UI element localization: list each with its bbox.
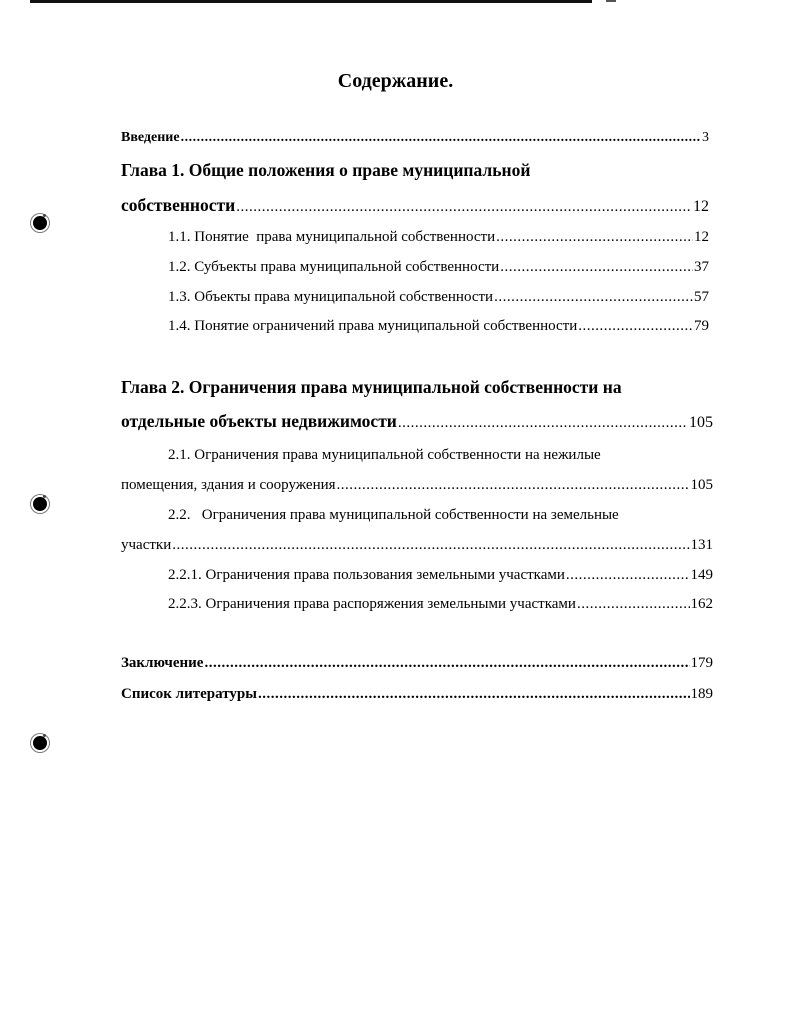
toc-page-number: 149: [690, 567, 713, 583]
toc-page-number: 12: [694, 229, 709, 245]
toc-page-number: 57: [694, 289, 709, 305]
toc-page-number: 105: [689, 414, 713, 431]
toc-entry-chapter2[interactable]: [121, 411, 713, 432]
toc-entry-label: 2.2.3. Ограничения права распоряжения земельными участками: [168, 596, 576, 612]
dot-leader: [204, 655, 689, 672]
toc-entry-section-1-2[interactable]: [168, 259, 709, 276]
dot-leader: [500, 259, 693, 276]
toc-entry-label: Заключение: [121, 655, 204, 671]
toc-page-number: 3: [702, 130, 709, 145]
toc-page-number: 189: [690, 686, 713, 702]
toc-entry-label: 1.4. Понятие ограничений права муниципальной собственности: [168, 318, 578, 334]
toc-entry-label: 1.3. Объекты права муниципальной собственности: [168, 289, 494, 305]
dot-leader: [258, 686, 690, 703]
dot-leader: [181, 130, 701, 146]
dot-leader: [236, 199, 692, 216]
toc-entry-label: Введение: [121, 130, 180, 145]
toc-entry-label: помещения, здания и сооружения: [121, 477, 336, 493]
toc-page-number: 162: [690, 596, 713, 612]
toc-page-number: 12: [693, 198, 709, 215]
toc-entry-section-2-1[interactable]: [121, 477, 713, 494]
binder-hole-icon: [33, 216, 47, 230]
binder-hole-icon: [33, 736, 47, 750]
dot-leader: [172, 537, 689, 554]
dot-leader: [578, 318, 693, 335]
toc-entry-section-1-4[interactable]: [168, 318, 709, 335]
toc-entry-conclusion[interactable]: [121, 655, 713, 672]
toc-entry-references[interactable]: [121, 686, 713, 703]
toc-entry-label: 1.1. Понятие права муниципальной собственности: [168, 229, 496, 245]
top-border-mark: [606, 0, 616, 2]
toc-entry-label: 1.2. Субъекты права муниципальной собственности: [168, 259, 500, 275]
dot-leader: [337, 477, 690, 494]
toc-entry-label: отдельные объекты недвижимости: [121, 411, 397, 431]
chapter1-title-line1[interactable]: Глава 1. Общие положения о праве муниципальной: [121, 160, 531, 180]
toc-entry-section-1-3[interactable]: [168, 289, 709, 306]
toc-entry-label: собственности: [121, 195, 236, 215]
toc-page-number: 79: [694, 318, 709, 334]
toc-entry-label: Список литературы: [121, 686, 257, 702]
toc-page-number: 179: [690, 655, 713, 671]
binder-hole-icon: [33, 497, 47, 511]
toc-page-number: 105: [690, 477, 713, 493]
toc-entry-label: 2.2.1. Ограничения права пользования земельными участками: [168, 567, 565, 583]
toc-entry-section-1-1[interactable]: [168, 229, 709, 246]
toc-entry-chapter1[interactable]: [121, 195, 709, 216]
chapter2-title-line1[interactable]: Глава 2. Ограничения права муниципальной собственности на: [121, 377, 622, 397]
toc-entry-section-2-1-line1[interactable]: 2.1. Ограничения права муниципальной собственности на нежилые: [168, 447, 601, 463]
toc-entry-section-2-2-3[interactable]: [168, 596, 713, 613]
dot-leader: [398, 415, 688, 432]
toc-entry-section-2-2-1[interactable]: [168, 567, 713, 584]
dot-leader: [496, 229, 693, 246]
toc-entry-section-2-2[interactable]: [121, 537, 713, 554]
toc-entry-section-2-2-line1[interactable]: 2.2. Ограничения права муниципальной собственности на земельные: [168, 507, 619, 523]
toc-page-number: 131: [690, 537, 713, 553]
dot-leader: [494, 289, 693, 306]
dot-leader: [577, 596, 690, 613]
toc-entry-intro[interactable]: [121, 130, 709, 146]
toc-entry-label: участки: [121, 537, 172, 553]
top-border-line: [30, 0, 592, 3]
dot-leader: [566, 567, 690, 584]
page-title: Содержание.: [337, 70, 454, 92]
toc-page-number: 37: [694, 259, 709, 275]
